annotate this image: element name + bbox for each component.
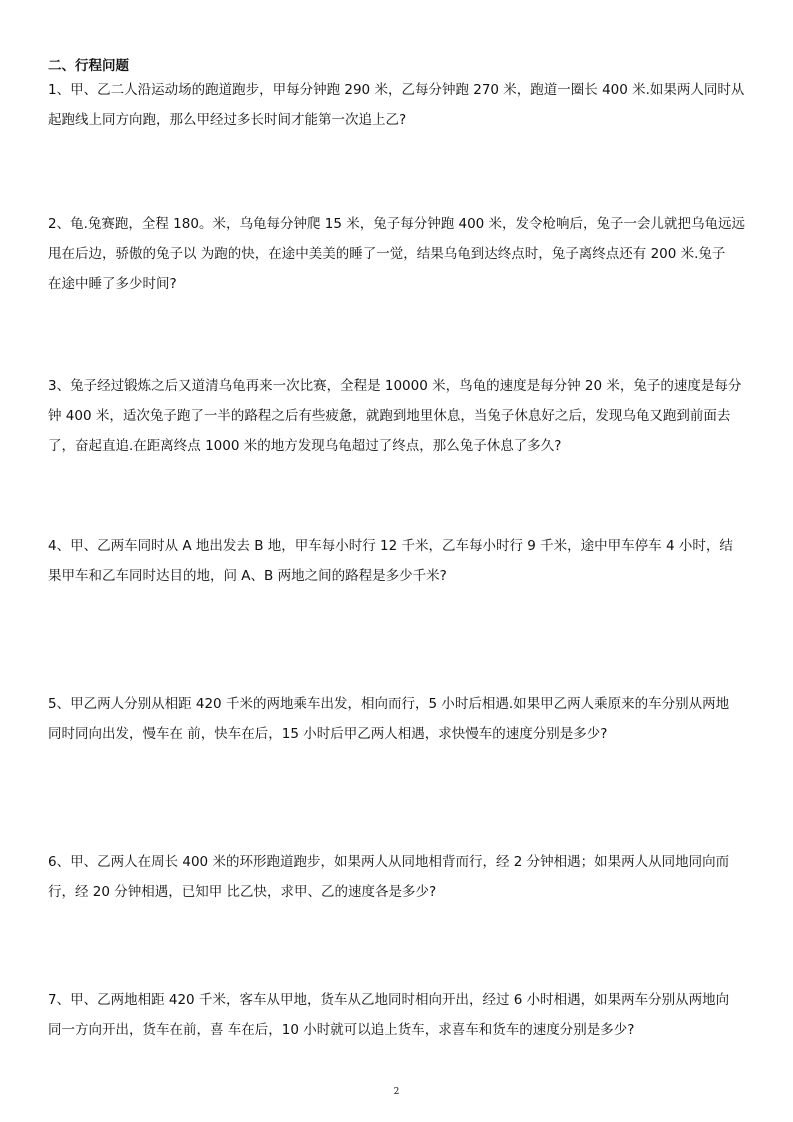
problem-5: [48, 695, 754, 755]
problem-line: 钟 400 米，适次兔子跑了一半的路程之后有些疲惫，就跑到地里休息，当兔子休息好之后，发现乌龟又跑到前面去: [48, 408, 731, 424]
problem-line: 1、甲、乙二人沿运动场的跑道跑步，甲每分钟跑 290 米，乙每分钟跑 270 米，跑道一圈长 400 米.如果两人同时从: [48, 82, 745, 98]
problem-3: [48, 377, 754, 467]
problem-line: 7、甲、乙两地相距 420 千米，客车从甲地，货车从乙地同时相向开出，经过 6 小时相遇，如果两车分别从两地向: [48, 992, 730, 1008]
problem-line: 6、甲、乙两人在周长 400 米的环形跑道跑步，如果两人从同地相背而行，经 2 分钟相遇；如果两人从同地同向而: [48, 854, 730, 870]
page-number: 2: [393, 1087, 400, 1097]
problem-line: 5、甲乙两人分别从相距 420 千米的两地乘车出发，相向而行，5 小时后相遇.如果甲乙两人乘原来的车分别从两地: [48, 696, 730, 712]
problem-line: 了，奋起直追.在距离终点 1000 米的地方发现乌龟超过了终点，那么兔子休息了多久?: [48, 438, 562, 454]
problem-2: [48, 215, 754, 305]
problem-line: 3、兔子经过锻炼之后又道清乌龟再来一次比赛，全程是 10000 米，鸟龟的速度是每分钟 20 米，兔子的速度是每分: [48, 378, 742, 394]
problem-6: [48, 853, 754, 913]
problem-line: 2、龟.兔赛跑，全程 180。米，乌龟每分钟爬 15 米，兔子每分钟跑 400 米，发令枪响后，兔子一会儿就把乌龟远远: [48, 216, 746, 232]
problem-4: [48, 537, 754, 597]
problem-line: 4、甲、乙两车同时从 A 地出发去 B 地，甲车每小时行 12 千米，乙车每小时行 9 千米，途中甲车停车 4 小时，结: [48, 538, 733, 554]
problem-line: 在途中睡了多少时间?: [48, 276, 177, 292]
problem-line: 起跑线上同方向跑，那么甲经过多长时间才能第一次追上乙?: [48, 112, 407, 128]
problem-line: 同一方向开出，货车在前，喜 车在后，10 小时就可以追上货车，求喜车和货车的速度分别是多少?: [48, 1022, 635, 1038]
problem-line: 果甲车和乙车同时达目的地，问 A、B 两地之间的路程是多少千米?: [48, 568, 447, 584]
problem-line: 甩在后边，骄傲的兔子以 为跑的快，在途中美美的睡了一觉，结果乌龟到达终点时，兔子离终点还有 200 米.兔子: [48, 246, 726, 262]
problem-line: 同时同向出发，慢车在 前，快车在后，15 小时后甲乙两人相遇，求快慢车的速度分别是多少?: [48, 726, 608, 742]
problem-1: [48, 81, 754, 141]
problem-7: [48, 991, 754, 1051]
section-title: 二、行程问题: [48, 58, 129, 74]
problem-line: 行，经 20 分钟相遇，已知甲 比乙快，求甲、乙的速度各是多少?: [48, 884, 437, 900]
